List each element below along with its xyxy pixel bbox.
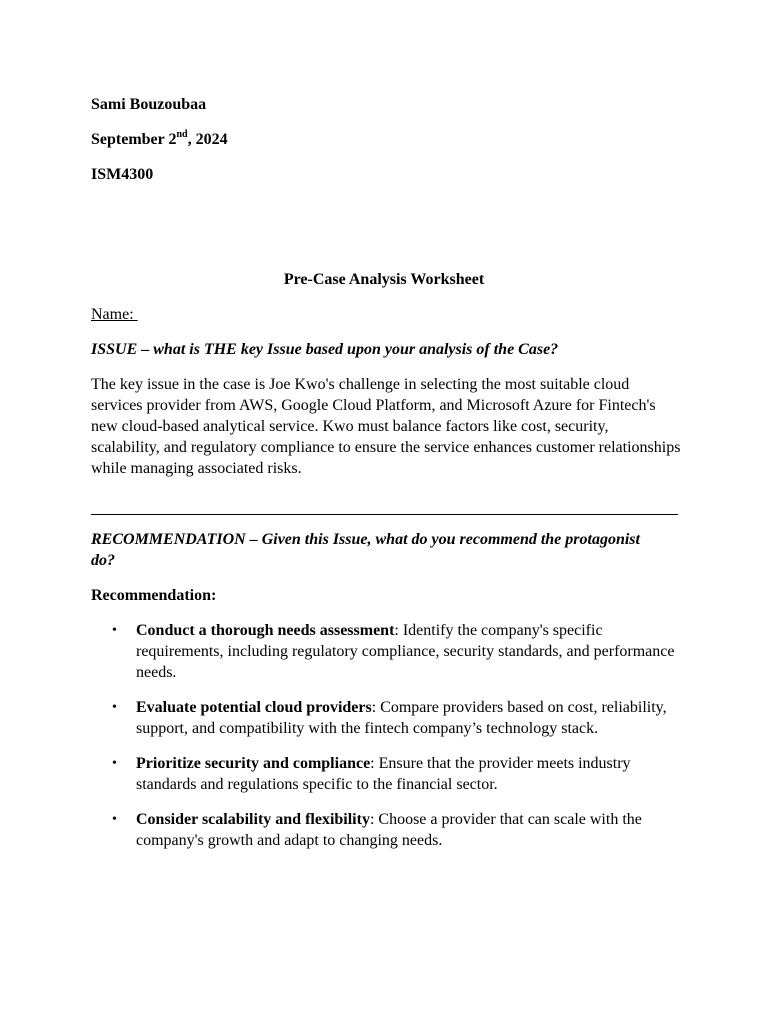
item-title: Consider scalability and flexibility [136, 811, 370, 828]
document-date [91, 129, 228, 150]
name-label: Name: [91, 306, 138, 323]
date-year: , 2024 [187, 131, 228, 148]
course-code: ISM4300 [91, 166, 154, 183]
list-item [91, 809, 691, 851]
list-item [91, 753, 691, 795]
item-text: : Compare providers based on cost, reliability, support, and compatibility with the fintech company’s technology stack. [136, 699, 667, 737]
issue-question: ISSUE – what is THE key Issue based upon your analysis of the Case? [91, 341, 559, 358]
item-title: Prioritize security and compliance [136, 755, 371, 772]
item-text: : Choose a provider that can scale with the company's growth and adapt to changing needs. [136, 811, 642, 849]
bullet-icon: • [112, 623, 117, 638]
date-main: September 2 [91, 131, 177, 148]
author-name: Sami Bouzoubaa [91, 96, 207, 113]
list-item [91, 697, 691, 739]
issue-answer: The key issue in the case is Joe Kwo's challenge in selecting the most suitable cloud services provider from AWS, Google Cloud Platform, and Microsoft Azure for Fintech's new cloud-based analytical service. Kwo must balance factors like cost, security, scalability, and regulatory compliance to ensure the service enhances customer relationships while managing associated risks. [91, 376, 681, 477]
recommendation-question: RECOMMENDATION – Given this Issue, what do you recommend the protagonist do? [91, 531, 640, 569]
bullet-icon: • [112, 756, 117, 771]
bullet-icon: • [112, 700, 117, 715]
item-text: : Identify the company's specific requirements, including regulatory compliance, security standards, and performance needs. [136, 622, 675, 681]
recommendation-label: Recommendation: [91, 587, 217, 604]
page-title: Pre-Case Analysis Worksheet [283, 271, 485, 288]
item-title: Conduct a thorough needs assessment [136, 622, 395, 639]
date-ordinal-suffix: nd [176, 128, 188, 140]
section-divider [91, 514, 678, 515]
bullet-icon: • [112, 812, 117, 827]
item-title: Evaluate potential cloud providers [136, 699, 372, 716]
list-item [91, 620, 691, 683]
recommendation-list [91, 620, 691, 865]
item-text: : Ensure that the provider meets industry standards and regulations specific to the financial sector. [136, 755, 631, 793]
